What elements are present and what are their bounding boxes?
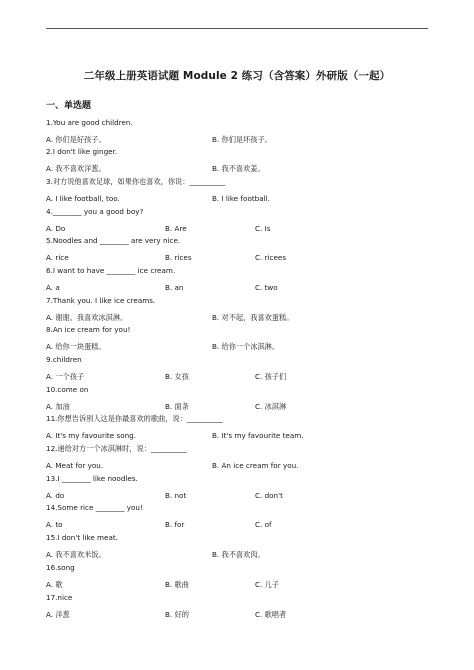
- answer-option: B. 我不喜欢姜。: [212, 164, 265, 173]
- answer-option: C. don't: [255, 491, 283, 500]
- question-stem: 11.你想告诉别人这是你最喜欢的歌曲，说：__________: [46, 414, 223, 423]
- answer-option: B. I like football.: [212, 194, 270, 203]
- answer-option: B. 给你一个冰淇淋。: [212, 342, 280, 351]
- question-stem: 17.nice: [46, 593, 73, 602]
- answer-option: B. an: [165, 283, 184, 292]
- answer-option: B. 女孩: [165, 372, 189, 381]
- document-title: 二年级上册英语试题 Module 2 练习（含答案）外研版（一起）: [83, 70, 391, 82]
- answer-option: A. to: [46, 520, 63, 529]
- answer-option: B. for: [165, 520, 185, 529]
- answer-option: C. 冰淇淋: [255, 402, 287, 411]
- answer-option: A. a: [46, 283, 60, 292]
- answer-option: C. of: [255, 520, 272, 529]
- answer-option: B. not: [165, 491, 187, 500]
- answer-option: A. 谢谢。我喜欢冰淇淋。: [46, 313, 128, 322]
- answer-option: C. 歌唱者: [255, 610, 287, 619]
- question-stem: 8.An ice cream for you!: [46, 325, 131, 334]
- answer-option: B. Are: [165, 224, 187, 233]
- question-stem: 13.I ________ like noodles.: [46, 474, 138, 483]
- question-stem: 5.Noodles and ________ are very nice.: [46, 236, 181, 245]
- answer-option: B. 对不起，我喜欢蛋糕。: [212, 313, 294, 322]
- answer-option: B. rices: [165, 253, 192, 262]
- answer-option: B. It's my favourite team.: [212, 431, 304, 440]
- question-stem: 15.I don't like meat.: [46, 533, 118, 542]
- question-stem: 6.I want to have ________ ice cream.: [46, 266, 176, 275]
- question-stem: 16.song: [46, 563, 75, 572]
- answer-option: C. 儿子: [255, 580, 279, 589]
- answer-option: C. 孩子们: [255, 372, 287, 381]
- answer-option: B. 我不喜欢肉。: [212, 550, 265, 559]
- header-rule: [46, 28, 428, 29]
- answer-option: C. two: [255, 283, 278, 292]
- answer-option: A. 加油: [46, 402, 70, 411]
- answer-option: A. I like football, too.: [46, 194, 120, 203]
- answer-option: A. Do: [46, 224, 66, 233]
- answer-option: B. 好的: [165, 610, 189, 619]
- answer-option: A. 你们是好孩子。: [46, 135, 106, 144]
- answer-option: B. 歌曲: [165, 580, 189, 589]
- question-stem: 14.Some rice ________ you!: [46, 503, 143, 512]
- answer-option: B. 你们是坏孩子。: [212, 135, 272, 144]
- answer-option: A. 我不喜欢米饭。: [46, 550, 106, 559]
- section-heading: 一、单选题: [46, 101, 92, 111]
- question-stem: 9.children: [46, 355, 82, 364]
- answer-option: A. Meat for you.: [46, 461, 104, 470]
- answer-option: A. 洋葱: [46, 610, 70, 619]
- answer-option: B. 面条: [165, 402, 189, 411]
- question-stem: 10.come on: [46, 385, 89, 394]
- answer-option: A. do: [46, 491, 65, 500]
- answer-option: A. 给你一块蛋糕。: [46, 342, 106, 351]
- answer-option: A. It's my favourite song.: [46, 431, 137, 440]
- question-stem: 2.I don't like ginger.: [46, 147, 118, 156]
- question-stem: 3.对方说他喜欢足球，如果你也喜欢，你说：__________: [46, 177, 226, 186]
- question-stem: 4.________ you a good boy?: [46, 207, 144, 216]
- question-stem: 1.You are good children.: [46, 118, 133, 127]
- answer-option: C. Is: [255, 224, 271, 233]
- answer-option: B. An ice cream for you.: [212, 461, 299, 470]
- answer-option: C. ricees: [255, 253, 287, 262]
- answer-option: A. rice: [46, 253, 69, 262]
- answer-option: A. 一个孩子: [46, 372, 85, 381]
- answer-option: A. 我不喜欢洋葱。: [46, 164, 106, 173]
- question-stem: 12.递给对方一个冰淇淋时，说：__________: [46, 444, 187, 453]
- answer-option: A. 歌: [46, 580, 63, 589]
- question-stem: 7.Thank you. I like ice creams.: [46, 296, 156, 305]
